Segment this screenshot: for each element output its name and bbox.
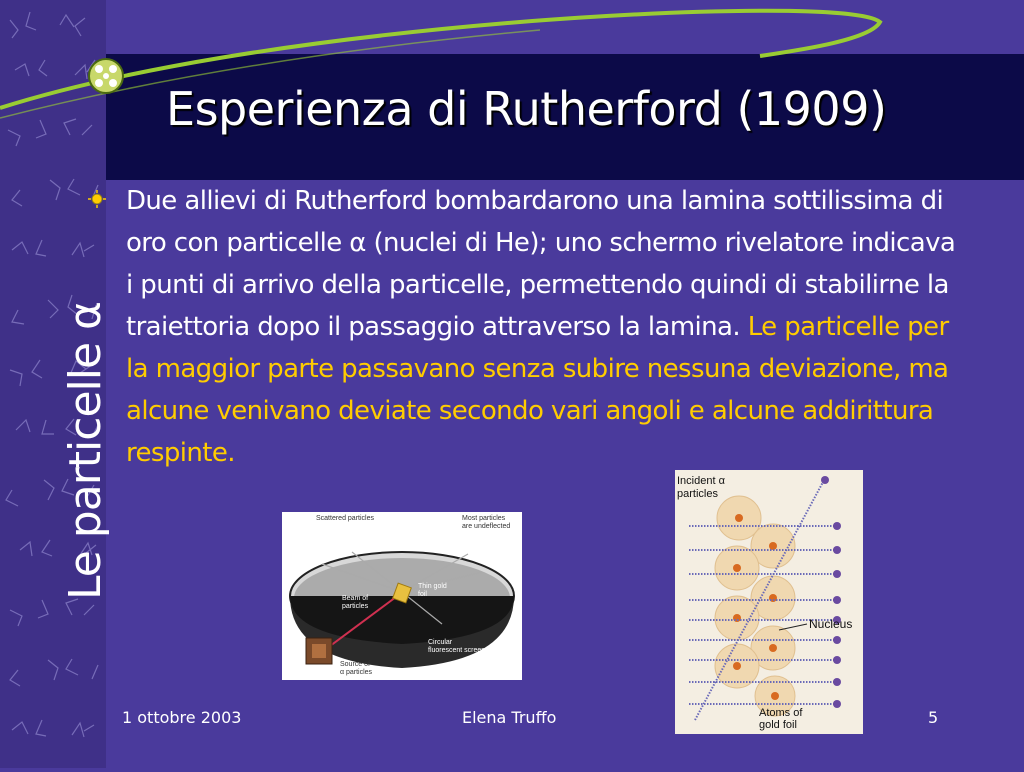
- label-atoms-1: Atoms of: [759, 707, 803, 719]
- label-nucleus: Nucleus: [809, 617, 853, 631]
- footer-date: 1 ottobre 2003: [122, 708, 242, 727]
- paragraph-highlight: Le particelle per la maggior parte passavano senza subire nessuna deviazione, ma alcune venivano deviate secondo vari angoli e alcune addirittura respinte.: [126, 312, 949, 468]
- label-incident-1: Incident α: [677, 475, 725, 487]
- label-source-1: Source of: [340, 661, 370, 668]
- label-foil-1: Thin gold: [418, 583, 447, 590]
- footer-author: Elena Truffo: [462, 708, 557, 727]
- bullet-icon: [88, 190, 106, 208]
- atom-ornament-icon: [89, 59, 123, 93]
- label-undeflected-1: Most particles: [462, 515, 506, 522]
- side-section-label: Le particelle α: [60, 301, 111, 600]
- label-source-2: α particles: [340, 669, 373, 676]
- label-atoms-2: gold foil: [759, 719, 797, 731]
- label-incident-2: particles: [677, 488, 718, 500]
- body-paragraph: [126, 180, 961, 474]
- label-beam-2: particles: [342, 603, 369, 610]
- slide-title: Esperienza di Rutherford (1909): [166, 82, 887, 136]
- footer-page-number: 5: [928, 708, 939, 727]
- label-screen-1: Circular: [428, 639, 453, 646]
- paragraph-normal: Due allievi di Rutherford bombardarono una lamina sottilissima di oro con particelle α (nuclei di He); uno schermo rivelatore indicava i punti di arrivo della particelle, permettendo quindi di stabilirne la traiettoria dopo il passaggio attraverso la lamina.: [126, 186, 956, 342]
- label-undeflected-2: are undeflected: [462, 523, 511, 530]
- label-scattered: Scattered particles: [316, 515, 374, 522]
- label-screen-2: fluorescent screen: [428, 647, 486, 654]
- label-beam-1: Beam of: [342, 595, 369, 602]
- label-foil-2: foil: [418, 591, 427, 598]
- gold-foil-atoms-figure: [675, 470, 863, 734]
- scattering-apparatus-figure: [282, 512, 522, 680]
